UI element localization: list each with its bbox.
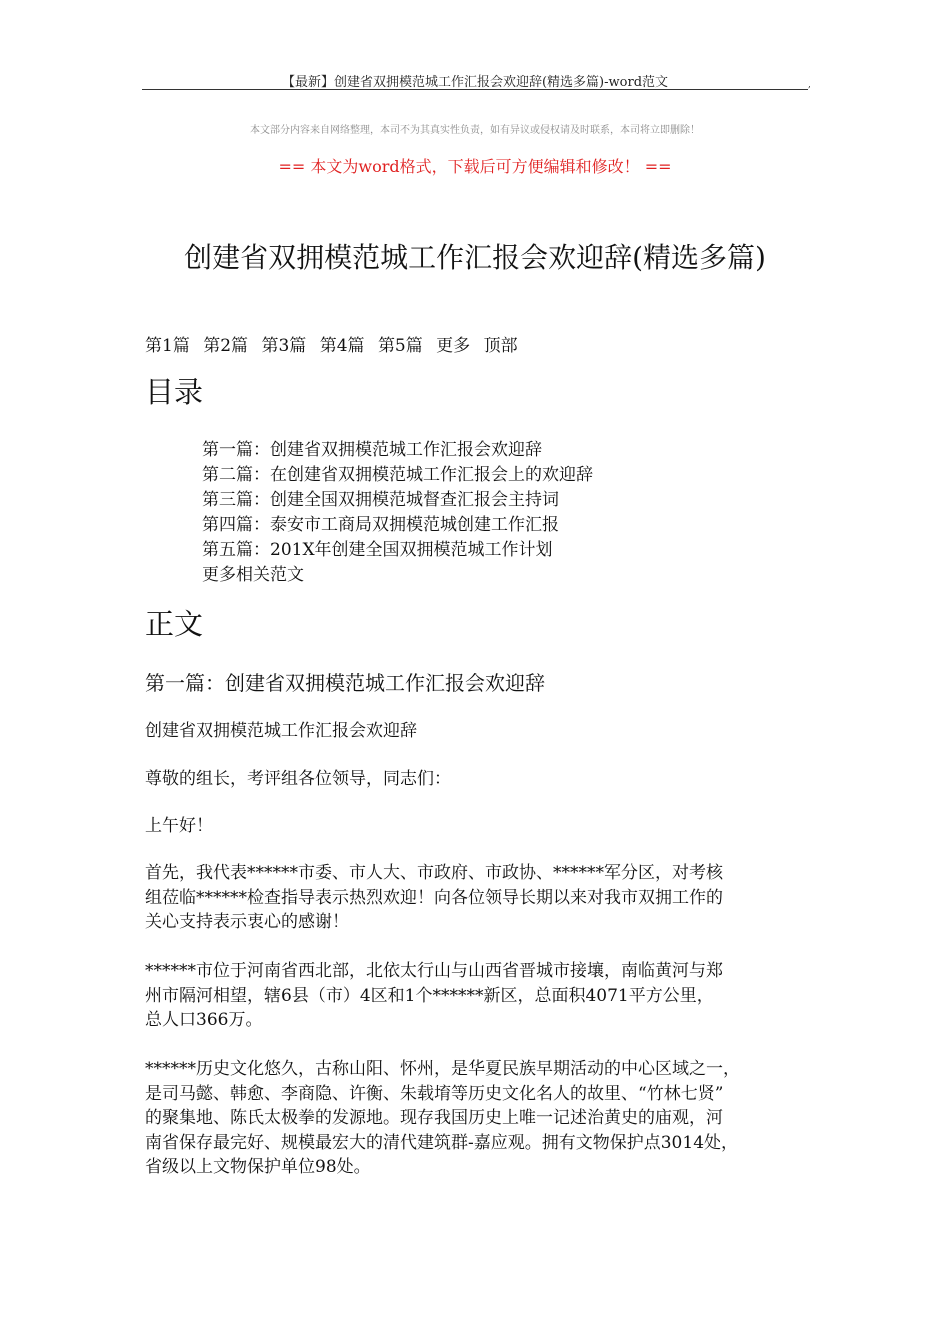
section-title: 第一篇：创建省双拥模范城工作汇报会欢迎辞 [145,671,545,695]
nav-link-5[interactable]: 第5篇 [377,336,423,356]
toc-heading: 目录 [145,375,204,409]
running-header: 【最新】创建省双拥模范城工作汇报会欢迎辞(精选多篇)-word范文 [281,75,669,90]
body-heading: 正文 [145,607,204,641]
paragraph-line: 总人口366万。 [145,1010,263,1030]
toc-item-1[interactable]: 第一篇：创建省双拥模范城工作汇报会欢迎辞 [202,440,542,460]
paragraph-line: 南省保存最完好、规模最宏大的清代建筑群-嘉应观。拥有文物保护点3014处， [145,1132,739,1153]
paragraph-salutation: 尊敬的组长，考评组各位领导，同志们： [145,769,451,789]
nav-link-top[interactable]: 顶部 [483,336,518,356]
nav-link-4[interactable]: 第4篇 [319,336,365,356]
toc-item-4[interactable]: 第四篇：泰安市工商局双拥模范城创建工作汇报 [202,515,559,535]
header-divider [142,89,808,90]
paragraph-line: 州市隔河相望，辖6县（市）4区和1个******新区，总面积4071平方公里， [145,985,714,1006]
toc-item-2[interactable]: 第二篇：在创建省双拥模范城工作汇报会上的欢迎辞 [202,465,593,485]
paragraph-line: 的聚集地、陈氏太极拳的发源地。现存我国历史上唯一记述治黄史的庙观，河 [145,1108,723,1128]
nav-link-1[interactable]: 第1篇 [145,336,190,356]
toc-item-more[interactable]: 更多相关范文 [202,565,304,585]
paragraph-line: 组莅临******检查指导表示热烈欢迎！向各位领导长期以来对我市双拥工作的 [145,887,723,908]
nav-link-3[interactable]: 第3篇 [261,336,307,356]
format-notice: == 本文为word格式，下载后可方便编辑和修改！ == [278,157,672,176]
paragraph-welcome [145,861,805,935]
paragraph-greeting: 上午好！ [145,816,213,836]
paragraph-line: 关心支持表示衷心的感谢！ [145,912,349,932]
toc-item-3[interactable]: 第三篇：创建全国双拥模范城督查汇报会主持词 [202,490,559,510]
header-mark: , [808,80,811,90]
paragraph-line: ******历史文化悠久，古称山阳、怀州，是华夏民族早期活动的中心区域之一， [145,1059,740,1079]
nav-link-more[interactable]: 更多 [436,336,471,356]
disclaimer-text: 本文部分内容来自网络整理，本司不为其真实性负责，如有异议或侵权请及时联系，本司将立即删除！ [250,125,700,136]
nav-link-2[interactable]: 第2篇 [203,336,249,356]
toc-item-5[interactable]: 第五篇：201X年创建全国双拥模范城工作计划 [202,540,553,560]
paragraph-geography [145,959,805,1033]
paragraph-subtitle: 创建省双拥模范城工作汇报会欢迎辞 [145,721,417,741]
paragraph-line: 是司马懿、韩愈、李商隐、许衡、朱载堉等历史文化名人的故里、“竹林七贤” [145,1083,724,1104]
document-title: 创建省双拥模范城工作汇报会欢迎辞(精选多篇) [184,241,766,274]
toc-list [202,438,593,588]
article-nav [145,331,526,356]
paragraph-line: 首先，我代表******市委、市人大、市政府、市政协、******军分区，对考核 [145,863,723,883]
paragraph-line: 省级以上文物保护单位98处。 [145,1157,371,1177]
paragraph-history [145,1057,805,1180]
paragraph-line: ******市位于河南省西北部，北依太行山与山西省晋城市接壤，南临黄河与郑 [145,961,723,981]
